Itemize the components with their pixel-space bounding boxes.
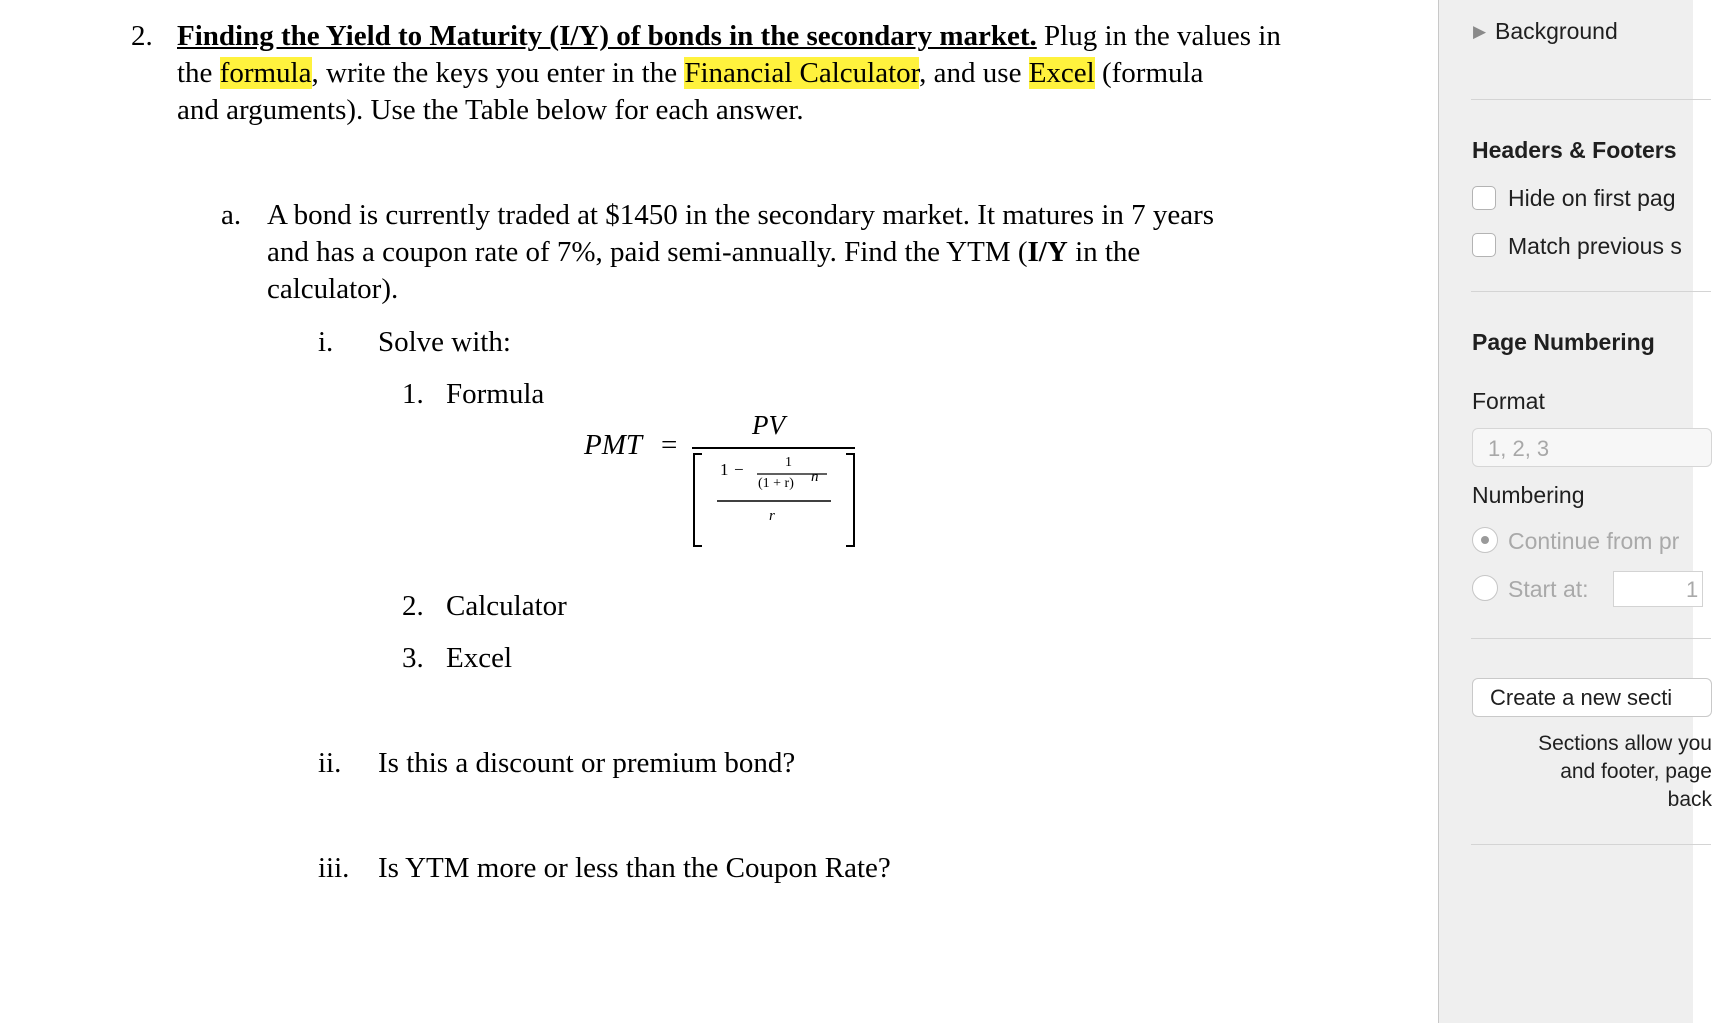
start-at-value: 1 xyxy=(1686,577,1699,602)
question-title: Finding the Yield to Maturity (I/Y) of bonds in the secondary market. xyxy=(177,20,1037,52)
sub-ii-marker: ii. xyxy=(318,747,342,779)
formula-brackets xyxy=(690,452,858,548)
numbering-label: Numbering xyxy=(1472,482,1585,508)
formula-equals: = xyxy=(661,429,678,461)
divider xyxy=(1471,844,1711,845)
highlight-financial-calculator: Financial Calculator xyxy=(684,57,920,89)
document-inspector-panel xyxy=(1438,0,1712,1023)
formula-main-fraction-bar xyxy=(692,447,855,449)
question-line-1 xyxy=(177,18,1281,55)
formula-one: 1 xyxy=(720,460,729,479)
continue-from-radio[interactable] xyxy=(1472,527,1498,553)
formula-minus: − xyxy=(734,460,744,479)
sub-iii-marker: iii. xyxy=(318,852,350,884)
part-a-line-2 xyxy=(267,234,1140,271)
format-value: 1, 2, 3 xyxy=(1488,436,1550,461)
sub-iii-text: Is YTM more or less than the Coupon Rate? xyxy=(378,852,891,884)
highlight-excel: Excel xyxy=(1028,57,1095,89)
question-line-2 xyxy=(177,55,1203,92)
format-label: Format xyxy=(1472,388,1545,414)
question-line-3: and arguments). Use the Table below for each answer. xyxy=(177,94,804,126)
item-3-marker: 3. xyxy=(402,642,424,674)
item-1-marker: 1. xyxy=(402,378,424,410)
item-formula: Formula xyxy=(446,378,545,410)
divider xyxy=(1471,99,1711,100)
sub-i-text: Solve with: xyxy=(378,326,511,358)
sub-ii-text: Is this a discount or premium bond? xyxy=(378,747,796,779)
formula-inner-denominator: (1 + r) xyxy=(758,476,794,491)
match-previous-label[interactable]: Match previous s xyxy=(1508,233,1682,259)
formula-exponent: n xyxy=(811,469,819,485)
background-label: Background xyxy=(1495,18,1618,44)
formula-r: r xyxy=(769,508,775,524)
page-numbering-title: Page Numbering xyxy=(1472,329,1655,355)
part-a-line-1: A bond is currently traded at $1450 in the secondary market. It matures in 7 years xyxy=(267,199,1215,231)
part-a-line-3: calculator). xyxy=(267,273,399,305)
formula-numerator: PV xyxy=(752,410,785,440)
question-text: the xyxy=(177,57,220,89)
sections-help-text xyxy=(1472,730,1712,814)
item-calculator: Calculator xyxy=(446,590,567,622)
question-text: , and use xyxy=(919,57,1029,89)
part-a-marker: a. xyxy=(221,199,242,231)
formula-inner-numerator: 1 xyxy=(785,455,792,470)
part-a-text: and has a coupon rate of 7%, paid semi-annually. Find the YTM ( xyxy=(267,236,1028,268)
create-new-section-button[interactable] xyxy=(1472,678,1712,717)
start-at-radio[interactable] xyxy=(1472,575,1498,601)
help-line: and footer, page xyxy=(1560,760,1712,783)
question-text: (formula xyxy=(1094,57,1204,89)
question-text: Plug in the values in xyxy=(1036,20,1281,52)
start-at-field[interactable] xyxy=(1613,571,1703,607)
highlight-formula: formula xyxy=(219,57,312,89)
item-2-marker: 2. xyxy=(402,590,424,622)
radio-selected-dot xyxy=(1481,536,1489,544)
part-a-bold-iy: I/Y xyxy=(1027,236,1068,268)
create-section-label: Create a new secti xyxy=(1490,685,1673,710)
question-number: 2. xyxy=(131,20,153,52)
hide-first-page-label[interactable]: Hide on first pag xyxy=(1508,185,1676,211)
part-a-text: in the xyxy=(1067,236,1141,268)
hide-first-page-checkbox[interactable] xyxy=(1472,186,1496,210)
divider xyxy=(1471,291,1711,292)
sub-i-marker: i. xyxy=(318,326,334,358)
format-popup[interactable] xyxy=(1472,428,1712,467)
help-line: Sections allow you xyxy=(1538,732,1712,755)
match-previous-checkbox[interactable] xyxy=(1472,233,1496,257)
help-line: back xyxy=(1667,788,1712,811)
headers-footers-title: Headers & Footers xyxy=(1472,137,1677,163)
start-at-label[interactable]: Start at: xyxy=(1508,576,1589,602)
continue-from-label[interactable]: Continue from pr xyxy=(1508,528,1680,554)
formula-lhs: PMT xyxy=(584,429,642,461)
item-excel: Excel xyxy=(446,642,513,674)
question-text: , write the keys you enter in the xyxy=(311,57,685,89)
disclosure-triangle-icon: ▶ xyxy=(1473,22,1487,41)
divider xyxy=(1471,638,1711,639)
